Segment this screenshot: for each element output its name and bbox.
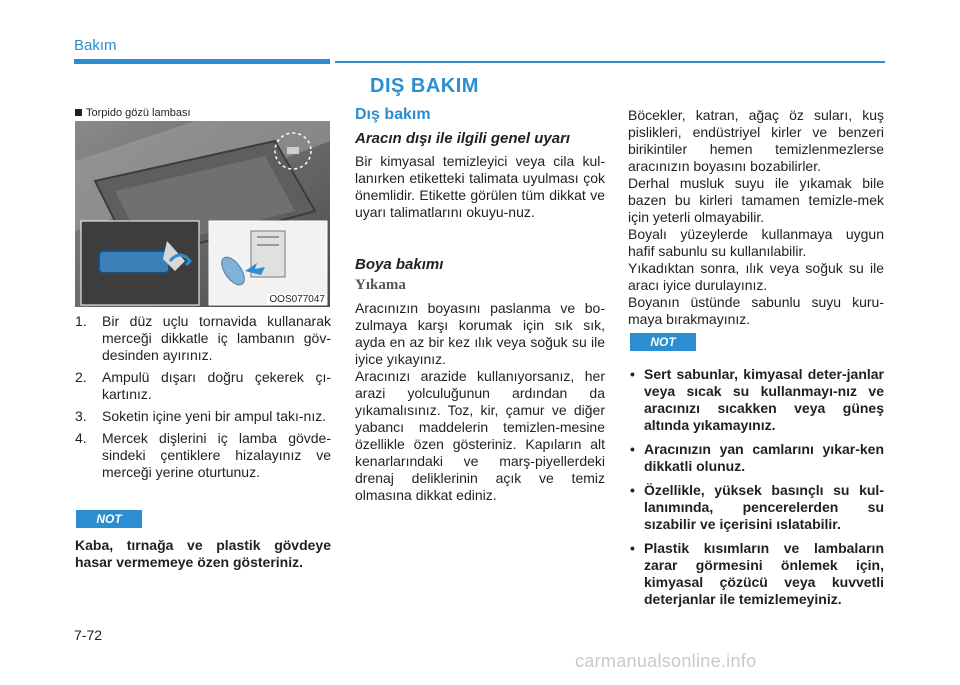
paragraph: Aracınızı arazide kullanıyorsanız, her arazi yolculuğunun ardından da yıkamalısınız. Toz, kir, çamur ve diğer yabancı maddelerin temizlen-mesine özellikle özen gösteriniz. Kapıların alt kenarlarındaki ve marş-piyellerdeki drenaj deliklerinin açık ve temiz olmasına dikkat ediniz.: [355, 368, 605, 503]
paragraph: Yıkadıktan sonra, ılık veya soğuk su ile aracı iyice durulayınız.: [628, 260, 884, 293]
list-item: • Özellikle, yüksek basınçlı su kul-lanımında, pencerelerden su sızabilir ve içerisini ıslatabilir.: [628, 482, 884, 533]
paragraph: Boyanın üstünde sabunlu suyu kuru-maya bırakmayınız.: [628, 294, 884, 327]
paragraph: Boyalı yüzeylerde kullanmaya uygun hafif sabunlu su kullanılabilir.: [628, 226, 884, 259]
note-text: Kaba, tırnağa ve plastik gövdeye hasar vermemeye özen gösteriniz.: [75, 537, 331, 570]
header-rule-left: [74, 59, 330, 64]
note-badge: NOT: [630, 333, 696, 351]
figure-code: OOS077047: [269, 294, 325, 305]
steps-list: [75, 313, 331, 481]
paragraph: Aracınızın boyasını paslanma ve bo-zulmaya karşı korumak için sık sık, ayda en az bir kez ılık veya soğuk su ile iyice yıkayınız.: [355, 300, 605, 367]
figure-caption: [75, 107, 191, 119]
subheading-paint-care: Boya bakımı: [355, 256, 444, 273]
list-item: • Plastik kısımların ve lambaların zarar görmesini önlemek için, kimyasal çözücü veya kuvvetli deterjanlar ile temizlemeyiniz.: [628, 540, 884, 608]
header-rule-right: [335, 61, 885, 63]
paragraph: Böcekler, katran, ağaç öz suları, kuş pislikleri, endüstriyel kirler ve benzeri birikintiler hemen temizlenmezlerse aracınızın boyasını bozabilirler.: [628, 107, 884, 174]
list-item: 1. Bir düz uçlu tornavida kullanarak merceği dikkatle iç lambanın göv-desinden ayırınız.: [75, 313, 331, 363]
glovebox-illustration-icon: [75, 121, 330, 307]
steps-list-container: [75, 313, 331, 486]
watermark: carmanualsonline.info: [575, 651, 757, 671]
list-item: 4. Mercek dişlerini iç lamba gövde-sindeki çentiklere hizalayınız ve merceği yerine oturtunuz.: [75, 430, 331, 480]
subheading-washing: Yıkama: [355, 277, 406, 293]
square-bullet-icon: [75, 109, 82, 116]
note-badge: NOT: [76, 510, 142, 528]
warning-bullets: [628, 366, 884, 608]
paragraph: Bir kimyasal temizleyici veya cila kul-lanırken etiketteki talimata uyulması çok önemlidir. Etikette görülen tüm dikkat ve uyarı talimatlarını okuyu-nuz.: [355, 153, 605, 220]
section-heading: Dış bakım: [355, 106, 431, 123]
paragraph: Derhal musluk suyu ile yıkamak bile bazen bu kirleri tamamen temizle-mek için yeterli olmayabilir.: [628, 175, 884, 225]
warning-bullets-container: [628, 366, 884, 615]
list-item: 3. Soketin içine yeni bir ampul takı-nız.: [75, 408, 327, 424]
list-item: • Sert sabunlar, kimyasal deter-janlar veya sıcak su kullanmayı-nız ve aracınızı sıcakken veya güneş altında yıkamayınız.: [628, 366, 884, 434]
subheading-general-warning: Aracın dışı ile ilgili genel uyarı: [355, 130, 571, 147]
section-label: Bakım: [74, 37, 117, 54]
list-item: 2. Ampulü dışarı doğru çekerek çı-kartınız.: [75, 369, 331, 402]
glovebox-lamp-figure: [75, 121, 330, 307]
figure-caption-text: Torpido gözü lambası: [86, 107, 191, 119]
page-number: 7-72: [74, 627, 103, 643]
list-item: • Aracınızın yan camlarını yıkar-ken dikkatli olunuz.: [628, 441, 884, 475]
page-title: DIŞ BAKIM: [370, 75, 479, 97]
